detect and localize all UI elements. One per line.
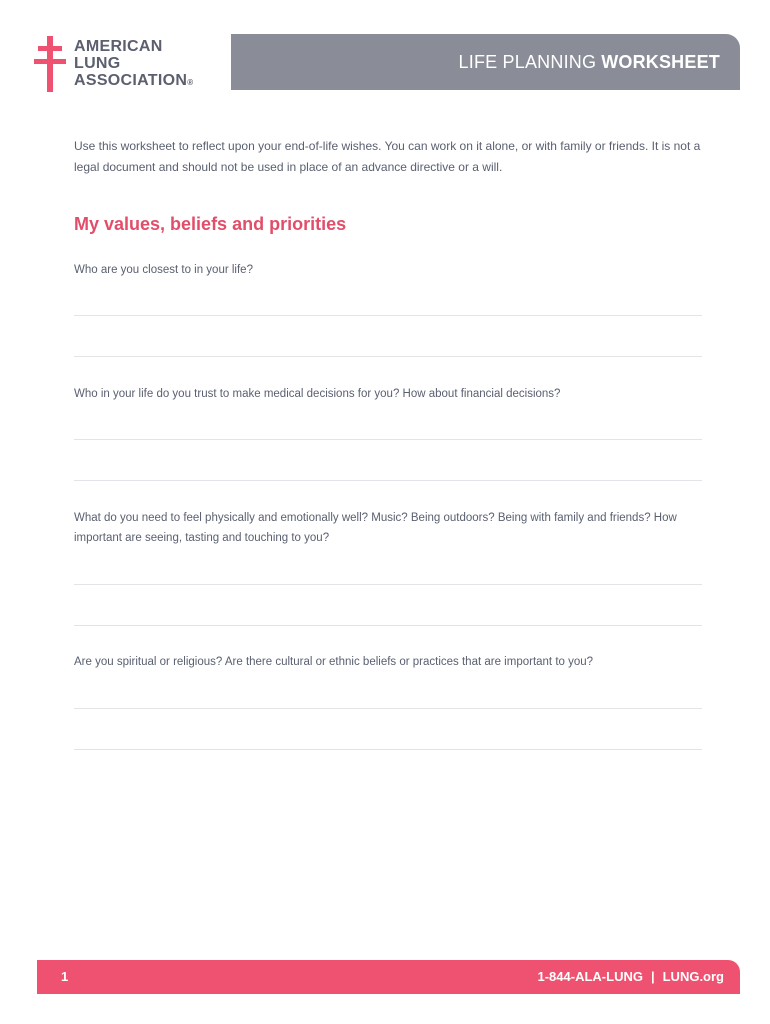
phone-number: 1-844-ALA-LUNG — [537, 969, 643, 984]
footer-banner — [37, 960, 740, 994]
question-3: What do you need to feel physically and emotionally well? Music? Being outdoors? Being with family and friends? How important are seeing, tasting and touching to you? — [74, 512, 677, 544]
answer-line-3a[interactable] — [74, 584, 702, 585]
logo-line-2: LUNG — [74, 55, 121, 72]
answer-line-4b[interactable] — [74, 749, 702, 750]
double-barred-cross-icon — [34, 36, 66, 92]
answer-line-2a[interactable] — [74, 439, 702, 440]
title-light: LIFE PLANNING — [458, 51, 597, 72]
worksheet-title-banner — [231, 34, 740, 90]
registered-mark: ® — [187, 78, 194, 87]
page-number: 1 — [61, 969, 69, 984]
logo-line-1: AMERICAN — [74, 38, 163, 55]
answer-line-1b[interactable] — [74, 356, 702, 357]
answer-line-2b[interactable] — [74, 480, 702, 481]
logo-line-3: ASSOCIATION — [74, 72, 188, 89]
question-4: Are you spiritual or religious? Are there cultural or ethnic beliefs or practices that are important to you? — [74, 656, 594, 668]
title-bold: WORKSHEET — [601, 51, 720, 72]
section-title: My values, beliefs and priorities — [74, 214, 347, 234]
logo-wordmark — [74, 38, 193, 91]
question-2: Who in your life do you trust to make medical decisions for you? How about financial decisions? — [74, 388, 561, 400]
answer-line-3b[interactable] — [74, 625, 702, 626]
answer-line-4a[interactable] — [74, 708, 702, 709]
footer-separator: | — [650, 969, 655, 984]
website-link[interactable]: LUNG.org — [662, 969, 724, 984]
question-1: Who are you closest to in your life? — [74, 264, 253, 276]
footer-contact — [538, 969, 725, 984]
answer-line-1a[interactable] — [74, 315, 702, 316]
intro-paragraph: Use this worksheet to reflect upon your end-of-life wishes. You can work on it alone, or with family or friends. It is not a legal document and should not be used in place of an advance directive or a will. — [74, 139, 701, 174]
